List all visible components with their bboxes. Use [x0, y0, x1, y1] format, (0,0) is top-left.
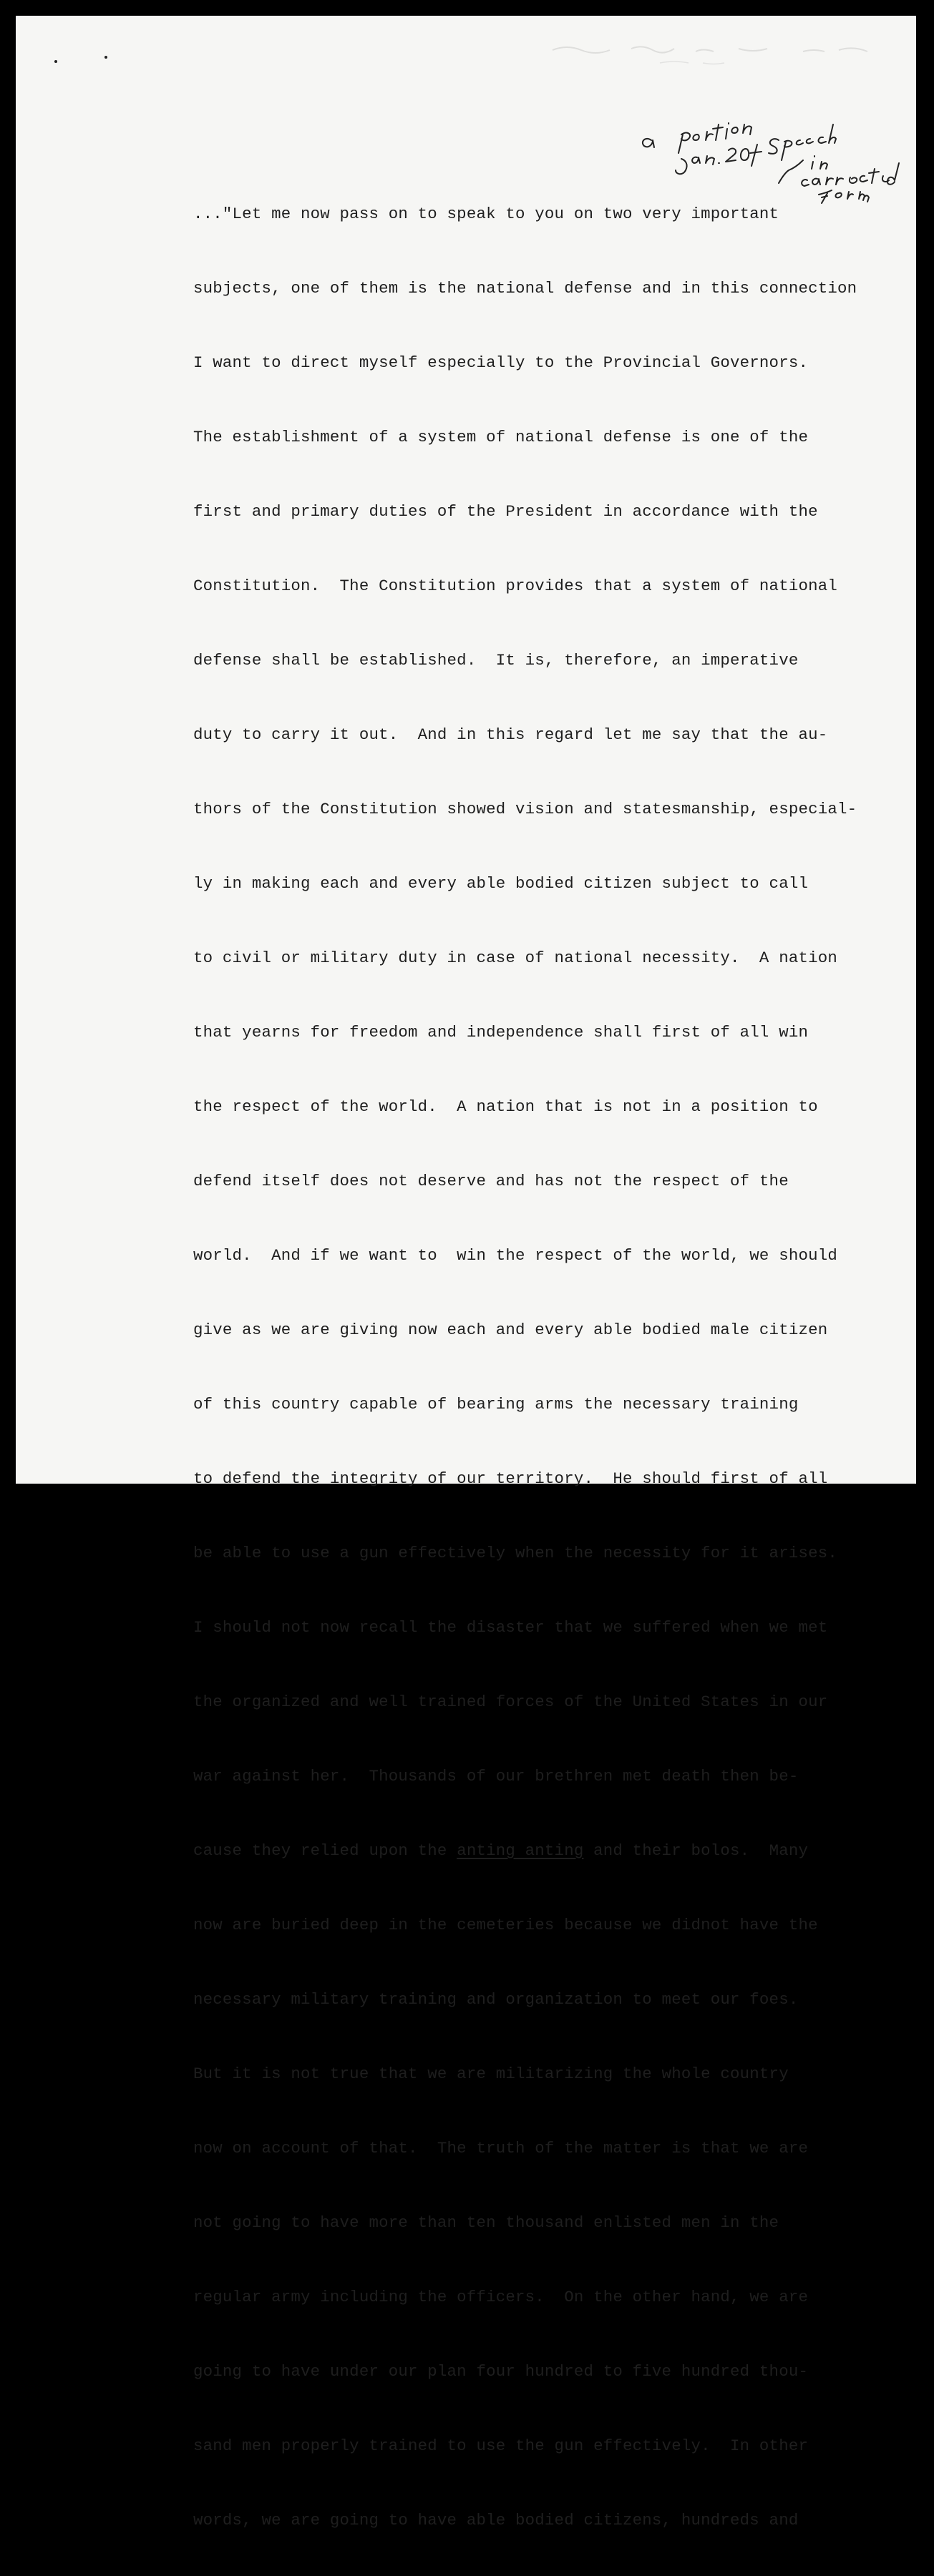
text-line: Constitution. The Constitution provides that a system of national: [193, 577, 838, 595]
text-line: going to have under our plan four hundred to five hundred thou-: [193, 2362, 809, 2381]
text-line: first and primary duties of the President in accordance with the: [193, 502, 818, 521]
text-line: sand men properly trained to use the gun effectively. In other: [193, 2437, 809, 2455]
text-line: The establishment of a system of national defense is one of the: [193, 428, 809, 446]
text-line: of this country capable of bearing arms the necessary training: [193, 1395, 799, 1414]
text-line: now on account of that. The truth of the matter is that we are: [193, 2139, 809, 2158]
margin-mark-dot: [104, 56, 107, 59]
text-line: be able to use a gun effectively when the necessity for it arises.: [193, 1544, 838, 1562]
underlined-phrase: anting anting: [457, 1841, 584, 1860]
text-line: I should not now recall the disaster that we suffered when we met: [193, 1618, 828, 1637]
text-line: world. And if we want to win the respect of the world, we should: [193, 1246, 838, 1265]
text-segment: and their bolos. Many: [583, 1841, 809, 1860]
text-line: I want to direct myself especially to the Provincial Governors.: [193, 353, 809, 372]
text-line: duty to carry it out. And in this regard let me say that the au-: [193, 725, 828, 744]
margin-mark-dot: [54, 60, 57, 63]
text-line: give as we are giving now each and every able bodied male citizen: [193, 1321, 828, 1339]
text-line: war against her. Thousands of our brethren met death then be-: [193, 1767, 799, 1786]
text-line: necessary military training and organization to meet our foes.: [193, 1990, 799, 2009]
text-line: the organized and well trained forces of the United States in our: [193, 1693, 828, 1711]
text-line: thors of the Constitution showed vision and statesmanship, especial-: [193, 800, 857, 818]
text-line-with-underline: [193, 1832, 852, 1869]
faint-header-bleedthrough: [545, 36, 882, 64]
text-line: regular army including the officers. On the other hand, we are: [193, 2288, 809, 2306]
text-line: now are buried deep in the cemeteries because we didnot have the: [193, 1916, 818, 1934]
text-line: the respect of the world. A nation that is not in a position to: [193, 1097, 818, 1116]
text-line: to civil or military duty in case of national necessity. A nation: [193, 949, 838, 967]
text-line: that yearns for freedom and independence shall first of all win: [193, 1023, 809, 1042]
text-line: subjects, one of them is the national defense and in this connection: [193, 279, 857, 298]
text-line: ..."Let me now pass on to speak to you on two very important: [193, 205, 779, 223]
text-line: defend itself does not deserve and has not the respect of the: [193, 1172, 789, 1190]
text-segment: cause they relied upon the: [193, 1841, 457, 1860]
text-line: ly in making each and every able bodied citizen subject to call: [193, 874, 809, 893]
document-page: [16, 16, 916, 2530]
text-line: words, we are going to have able bodied citizens, hundreds and: [193, 2511, 799, 2530]
text-line: not going to have more than ten thousand enlisted men in the: [193, 2213, 779, 2232]
text-line: defense shall be established. It is, therefore, an imperative: [193, 651, 799, 670]
text-line: to defend the integrity of our territory. He should first of all: [193, 1469, 828, 1488]
typewritten-body: [193, 158, 857, 2576]
text-line: But it is not true that we are militarizing the whole country: [193, 2065, 789, 2083]
